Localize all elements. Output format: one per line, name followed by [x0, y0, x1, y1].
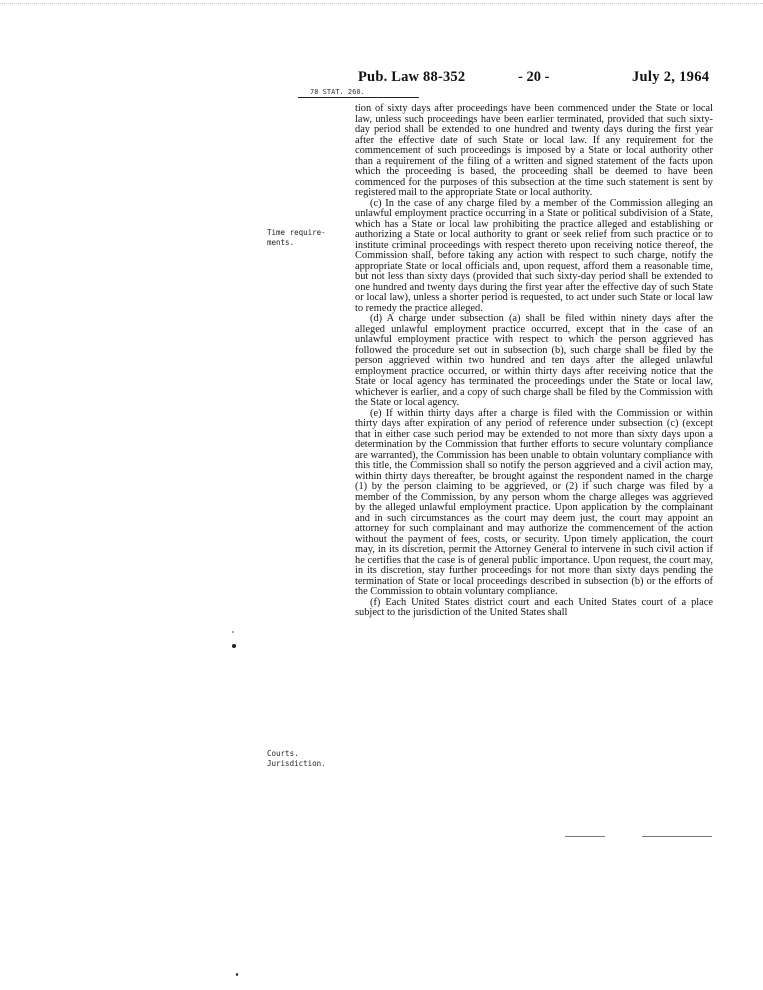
paragraph-continuation: tion of sixty days after proceedings have been commenced under the State or local law, unless such proceedings have been earlier terminated, provided that such sixty-day period shall be extended to one hundred and twenty days during the first year after the effective date of such State or local law. If any requirement for the commencement of such proceedings is imposed by a State or local authority other than a requirement of the filing of a written and signed statement of the facts upon which the proceeding is based, the proceeding shall be deemed to have been commenced for the purposes of this subsection at the time such statement is sent by registered mail to the appropriate State or local authority. — [355, 103, 713, 198]
paragraph-subsection-d: (d) A charge under subsection (a) shall be filed within ninety days after the alleged unlawful employment practice occurred, except that in the case of an unlawful employment practice with respect to which the person aggrieved has followed the procedure set out in subsection (b), such charge shall be filed by the person aggrieved within two hundred and ten days after the alleged unlawful employment practice occurred, or within thirty days after receiving notice that the State or local agency has terminated the proceedings under the State or local law, whichever is earlier, and a copy of such charge shall be filed by the Commission with the State or local agency. — [355, 313, 713, 408]
paragraph-subsection-e: (e) If within thirty days after a charge is filed with the Commission or within thirty days after expiration of any period of reference under subsection (c) (except that in either case such period may be extended to not more than sixty days upon a determination by the Commission that further efforts to secure voluntary compliance are warranted), the Commission has been unable to obtain voluntary compliance with this title, the Commission shall so notify the person aggrieved and a civil action may, within thirty days thereafter, be brought against the respondent named in the charge (1) by the person claiming to be aggrieved, or (2) if such charge was filed by a member of the Commission, by any person whom the charge alleges was aggrieved by the alleged unlawful employment practice. Upon application by the complainant and in such circumstances as the court may deem just, the court may appoint an attorney for such complainant and may authorize the commencement of the action without the payment of fees, costs, or security. Upon timely application, the court may, in its discretion, permit the Attorney General to intervene in such civil action if he certifies that the case is of general public importance. Upon request, the court may, in its discretion, stay further proceedings for not more than sixty days pending the termination of State or local proceedings described in subsection (b) or the efforts of the Commission to obtain voluntary compliance. — [355, 407, 713, 597]
page-number: - 20 - — [518, 69, 550, 85]
margin-note-time-requirements: Time require- ments. — [267, 228, 326, 247]
page-top-edge — [0, 3, 763, 4]
enactment-date: July 2, 1964 — [632, 69, 710, 85]
statute-reference-rule — [298, 97, 419, 98]
statute-body — [355, 104, 713, 619]
public-law-heading: Pub. Law 88-352 — [358, 69, 466, 85]
statute-reference: 78 STAT. 260. — [310, 88, 365, 96]
scan-mark — [642, 836, 712, 837]
paragraph-subsection-c: (c) In the case of any charge filed by a member of the Commission alleging an unlawful employment practice occurring in a State or political subdivision of a State, which has a State or local law prohibiting the practice alleged and establishing or authorizing a State or local authority to grant or seek relief from such practice or to institute criminal proceedings with respect thereto upon receiving notice thereof, the Commission shall, before taking any action with respect to such charge, notify the appropriate State or local officials and, upon request, afford them a reasonable time, but not less than sixty days (provided that such sixty-day period shall be extended to one hundred and twenty days during the first year after the effective day of such State or local law), unless a shorter period is requested, to act under such State or local law to remedy the practice alleged. — [355, 197, 713, 314]
scan-speck — [232, 644, 236, 648]
scan-mark — [565, 836, 605, 837]
scan-speck — [232, 631, 234, 633]
margin-note-courts-jurisdiction: Courts. Jurisdiction. — [267, 749, 326, 768]
scan-speck — [236, 973, 238, 976]
paragraph-subsection-f: (f) Each United States district court and each United States court of a place subject to the jurisdiction of the United States shall — [355, 596, 713, 618]
